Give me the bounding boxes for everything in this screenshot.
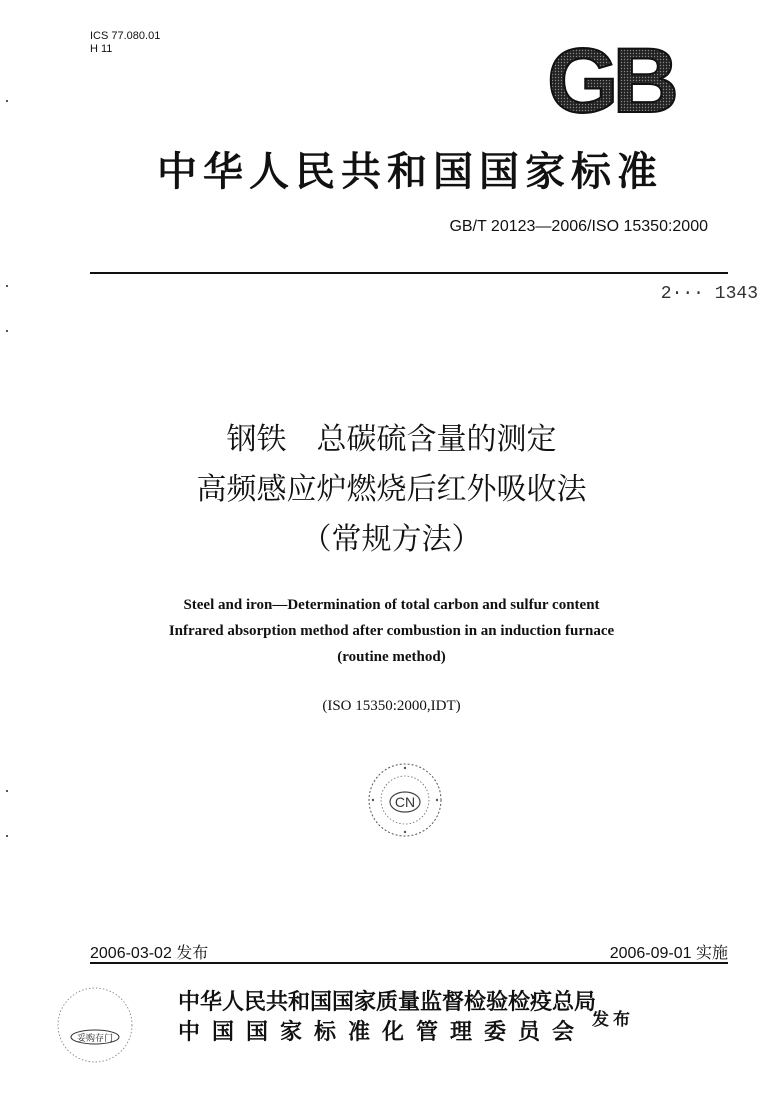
title-en-line2: Infrared absorption method after combustion in an induction furnace bbox=[168, 623, 615, 639]
main-title: 中华人民共和国国家标准 bbox=[157, 148, 663, 195]
title-cn-line2: 高频感应炉燃烧后红外吸收法 bbox=[196, 472, 587, 507]
footer-rule bbox=[90, 962, 728, 964]
title-cn-line1: 钢铁 总碳硫含量的测定 bbox=[226, 422, 557, 457]
ics-code: ICS 77.080.01 bbox=[90, 30, 161, 42]
iso-equivalence: (ISO 15350:2000,IDT) bbox=[322, 698, 461, 714]
gb-logo bbox=[530, 40, 690, 124]
gb-logo-text: GB bbox=[547, 40, 673, 120]
scan-mark bbox=[6, 285, 8, 287]
issuer-line1: 中华人民共和国国家质量监督检验检疫总局 bbox=[178, 990, 597, 1015]
header-rule bbox=[90, 272, 728, 274]
seal-center-text: CN bbox=[394, 794, 416, 810]
standard-code: GB/T 20123—2006/ISO 15350:2000 bbox=[449, 218, 708, 235]
classification-codes bbox=[90, 30, 160, 56]
implementation-date: 2006-09-01 实施 bbox=[609, 945, 728, 962]
scan-mark bbox=[6, 835, 8, 837]
scan-mark bbox=[6, 790, 8, 792]
issuer-line2: 中国国家标准化管理委员会 bbox=[178, 1020, 587, 1045]
issue-date: 2006-03-02 发布 bbox=[90, 945, 209, 962]
title-cn-line3: （常规方法） bbox=[301, 522, 482, 557]
ccs-code: H 11 bbox=[90, 43, 113, 55]
title-en-line3: (routine method) bbox=[337, 649, 446, 665]
standard-seal bbox=[365, 760, 445, 844]
publish-verb: 发布 bbox=[592, 1010, 634, 1030]
registration-number: 2··· 1343 bbox=[660, 284, 758, 304]
scan-mark bbox=[6, 330, 8, 332]
title-en-line1: Steel and iron—Determination of total carbon and sulfur content bbox=[183, 597, 600, 613]
stamp-text: 妥购存门 bbox=[76, 1034, 114, 1044]
scan-mark bbox=[6, 100, 8, 102]
library-stamp bbox=[55, 985, 135, 1069]
